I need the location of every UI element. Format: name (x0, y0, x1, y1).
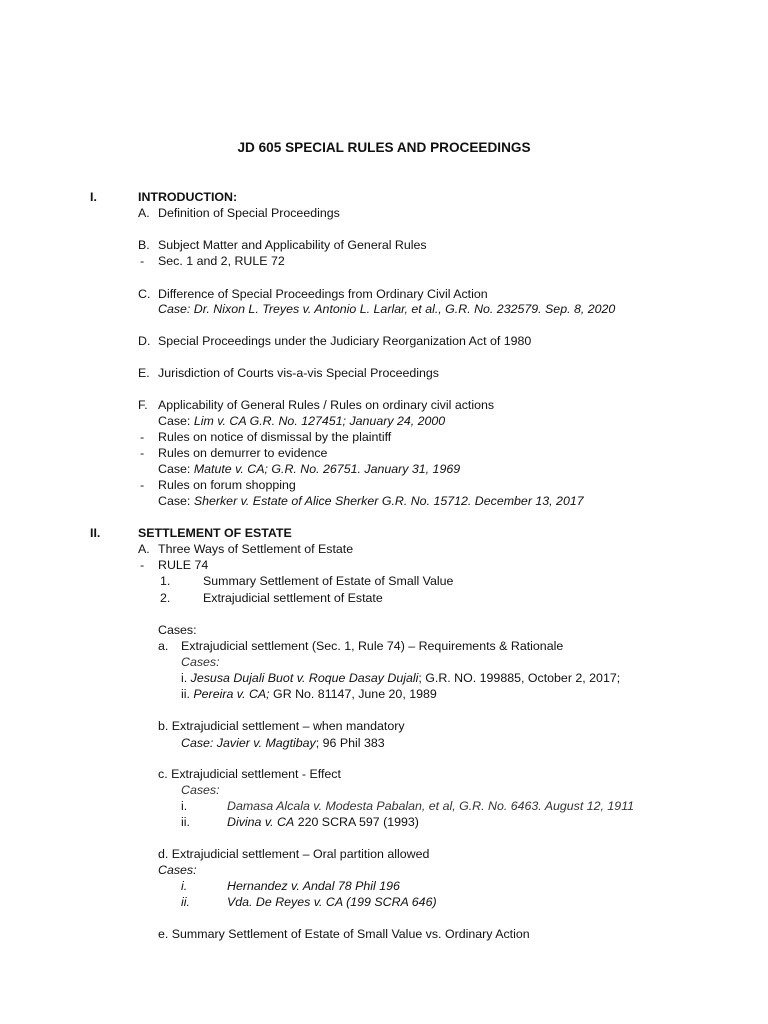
case-citation: Damasa Alcala v. Modesta Pabalan, et al, G.R. No. 6463. August 12, 1911 (227, 799, 635, 813)
case-reference: ; G.R. NO. 199885, October 2, 2017; (418, 671, 621, 685)
case-line (158, 461, 460, 477)
case-citation: Pereira v. CA; (193, 687, 270, 701)
item-text: Rules on notice of dismissal by the plaintiff (158, 430, 392, 444)
item-marker: A. (138, 542, 150, 556)
case-citation: Case: Dr. Nixon L. Treyes v. Antonio L. Larlar, et al., G.R. No. 232579. Sep. 8, 2020 (158, 302, 616, 316)
item-marker: D. (138, 334, 151, 348)
cases-label: Cases: (181, 783, 220, 797)
item-text: Three Ways of Settlement of Estate (158, 542, 354, 556)
case-label: Case: (158, 494, 194, 508)
item-text: d. Extrajudicial settlement – Oral partition allowed (158, 847, 430, 861)
case-reference: ; 96 Phil 383 (315, 736, 385, 750)
item-text: Extrajudicial settlement of Estate (203, 591, 383, 605)
item-text: Definition of Special Proceedings (158, 206, 340, 220)
case-citation: Jesusa Dujali Buot v. Roque Dasay Dujali (190, 671, 419, 685)
case-line (181, 670, 620, 686)
item-text: c. Extrajudicial settlement - Effect (158, 767, 341, 781)
section-number-1: I. (90, 190, 97, 204)
item-text: Sec. 1 and 2, RULE 72 (158, 254, 285, 268)
item-text: RULE 74 (158, 558, 209, 572)
item-text: Rules on forum shopping (158, 478, 296, 492)
item-marker: C. (138, 287, 151, 301)
cases-label: Cases: (158, 863, 197, 877)
letter-marker: a. (158, 639, 169, 653)
item-marker: F. (138, 398, 148, 412)
item-marker: B. (138, 238, 150, 252)
section-heading-settlement: SETTLEMENT OF ESTATE (138, 526, 292, 540)
section-heading-introduction: INTRODUCTION: (138, 190, 238, 204)
number-marker: 1. (160, 574, 171, 588)
case-citation: Matute v. CA; G.R. No. 26751. January 31, 1969 (193, 462, 461, 476)
number-marker: 2. (160, 591, 171, 605)
item-text: Special Proceedings under the Judiciary Reorganization Act of 1980 (158, 334, 532, 348)
case-citation: Sherker v. Estate of Alice Sherker G.R. No. 15712. December 13, 2017 (193, 494, 584, 508)
case-line (181, 686, 437, 702)
item-text: Subject Matter and Applicability of General Rules (158, 238, 427, 252)
case-line (158, 413, 445, 429)
case-citation: Case: Javier v. Magtibay (181, 736, 316, 750)
roman-marker: ii. (181, 895, 190, 909)
dash-marker: - (140, 558, 145, 572)
dash-marker: - (140, 254, 145, 268)
item-text: Summary Settlement of Estate of Small Value (203, 574, 454, 588)
case-line (227, 814, 419, 830)
case-line (158, 493, 584, 509)
roman-marker: ii. (181, 687, 194, 701)
case-line (181, 735, 385, 751)
case-reference: GR No. 81147, June 20, 1989 (269, 687, 437, 701)
case-label: Case: (158, 462, 194, 476)
item-text: Rules on demurrer to evidence (158, 446, 328, 460)
roman-marker: i. (181, 799, 188, 813)
item-text: Applicability of General Rules / Rules on ordinary civil actions (158, 398, 495, 412)
item-text: Jurisdiction of Courts vis-a-vis Special Proceedings (158, 366, 439, 380)
case-label: Case: (158, 414, 194, 428)
roman-marker: i. (181, 879, 188, 893)
section-number-2: II. (90, 526, 101, 540)
item-text: e. Summary Settlement of Estate of Small Value vs. Ordinary Action (158, 927, 530, 941)
cases-label: Cases: (181, 655, 220, 669)
item-text: b. Extrajudicial settlement – when mandatory (158, 719, 405, 733)
document-title: JD 605 SPECIAL RULES AND PROCEEDINGS (237, 140, 531, 155)
case-reference: 220 SCRA 597 (1993) (294, 815, 419, 829)
item-text: Difference of Special Proceedings from Ordinary Civil Action (158, 287, 488, 301)
case-citation: Lim v. CA G.R. No. 127451; January 24, 2000 (193, 414, 446, 428)
dash-marker: - (140, 446, 145, 460)
case-citation: Hernandez v. Andal 78 Phil 196 (227, 879, 400, 893)
case-citation: Divina v. CA (227, 815, 295, 829)
roman-marker: ii. (181, 815, 190, 829)
roman-marker: i. (181, 671, 191, 685)
item-text: Extrajudicial settlement (Sec. 1, Rule 74) – Requirements & Rationale (181, 639, 564, 653)
dash-marker: - (140, 478, 145, 492)
item-marker: E. (138, 366, 150, 380)
cases-label: Cases: (158, 623, 197, 637)
item-marker: A. (138, 206, 150, 220)
dash-marker: - (140, 430, 145, 444)
case-citation: Vda. De Reyes v. CA (199 SCRA 646) (227, 895, 437, 909)
